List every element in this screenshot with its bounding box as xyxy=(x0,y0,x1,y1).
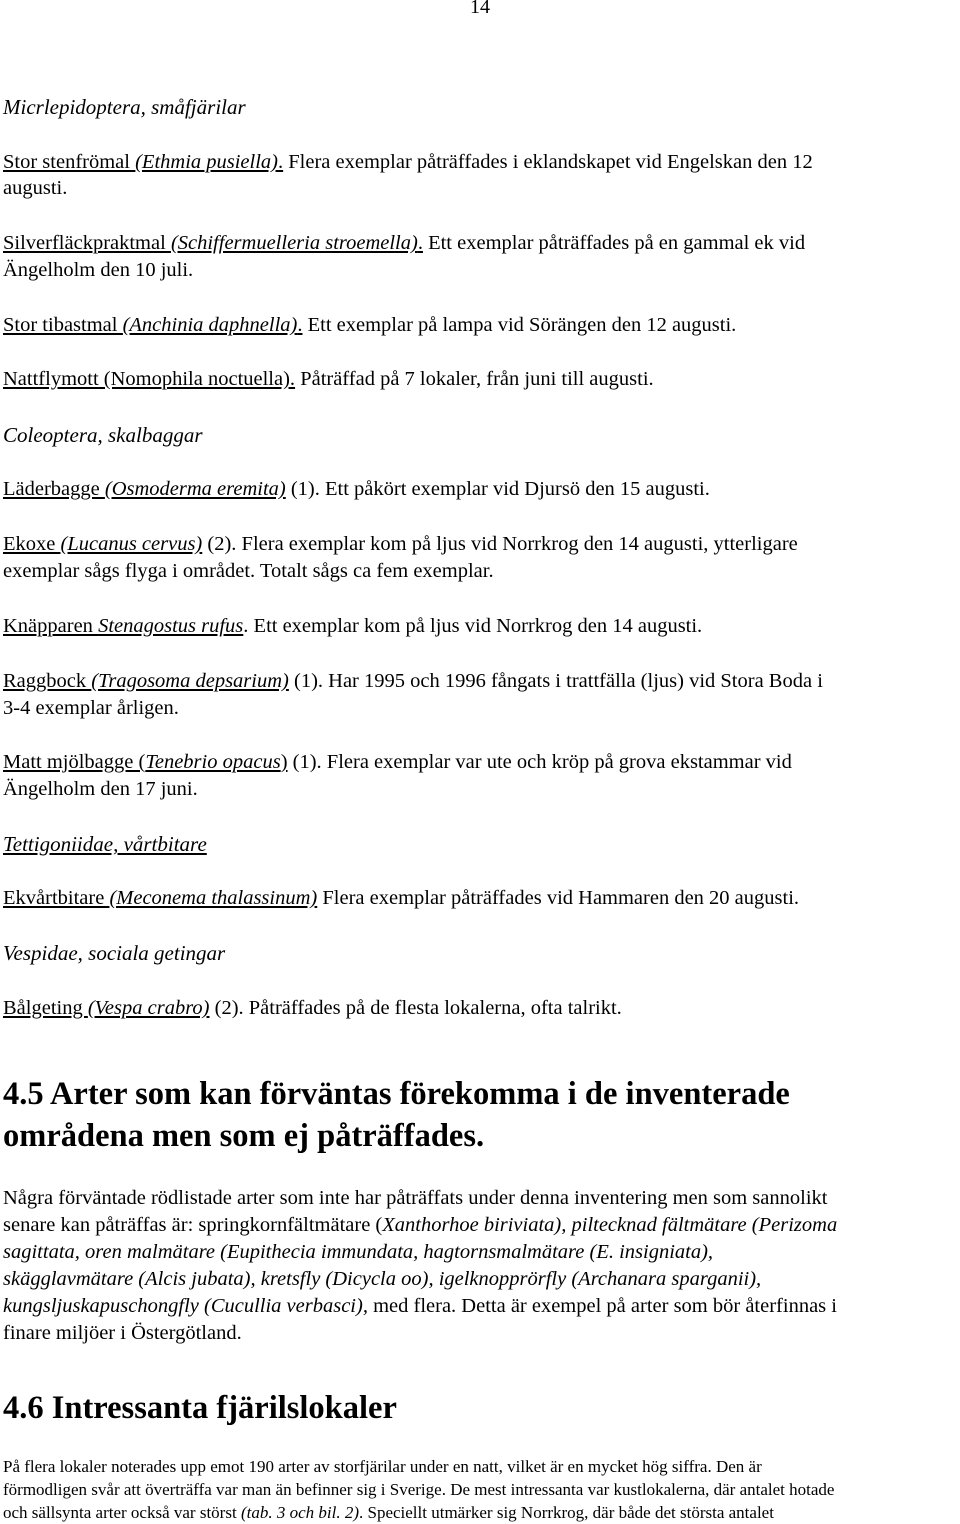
section-4-5-title-line2: områdena men som ej påträffades. xyxy=(3,1118,485,1154)
species-name: Matt mjölbagge (Tenebrio opacus) xyxy=(3,751,288,773)
species-name: Knäpparen Stenagostus rufus xyxy=(3,615,244,637)
entry-anchinia xyxy=(3,313,736,337)
entry-text: Har 1995 och 1996 fångats i trattfälla (ljus) vid Stora Boda i xyxy=(323,670,823,692)
para-4-5-line1: Några förväntade rödlistade arter som inte har påträffats under denna inventering men som sannolikt xyxy=(3,1187,828,1209)
entry-tenebrio-cont: Ängelholm den 17 juni. xyxy=(3,778,198,800)
species-name: Silverfläckpraktmal (Schiffermuelleria stroemella). xyxy=(3,232,423,254)
entry-schiffermuelleria xyxy=(3,231,805,255)
entry-text: Påträffad på 7 lokaler, från juni till augusti. xyxy=(295,368,654,390)
species-name: Bålgeting (Vespa crabro) xyxy=(3,997,210,1019)
section-heading-microlepidoptera: Micrlepidoptera, småfjärilar xyxy=(3,95,246,119)
species-name: Stor stenfrömal (Ethmia pusiella). xyxy=(3,151,284,173)
para-4-6-line2: förmodligen svår att överträffa var man än befinner sig i Sverige. De mest intressanta var kustlokalerna, där antalet hotade xyxy=(3,1480,835,1499)
entry-ethmia xyxy=(3,150,813,174)
entry-schiffermuelleria-cont: Ängelholm den 10 juli. xyxy=(3,259,194,281)
entry-ethmia-cont: augusti. xyxy=(3,177,68,199)
entry-lucanus-cont: exemplar sågs flyga i området. Totalt sågs ca fem exemplar. xyxy=(3,560,494,582)
entry-tragosoma: Raggbock (Tragosoma depsarium) (1). Har 1995 och 1996 fångats i trattfälla (ljus) vid Stora Boda i xyxy=(3,670,823,692)
species-name: Nattflymott (Nomophila noctuella). xyxy=(3,368,296,390)
entry-text: Flera exemplar kom på ljus vid Norrkrog den 14 augusti, ytterligare xyxy=(236,533,798,555)
entry-nomophila xyxy=(3,367,654,391)
section-4-5-title-line1: 4.5 Arter som kan förväntas förekomma i de inventerade xyxy=(3,1076,790,1112)
section-heading-coleoptera: Coleoptera, skalbaggar xyxy=(3,423,203,447)
species-name: Ekvårtbitare (Meconema thalassinum) xyxy=(3,887,318,909)
entry-text: Flera exemplar var ute och kröp på grova ekstammar vid xyxy=(321,751,792,773)
para-4-5-line4: skägglavmätare (Alcis jubata), kretsfly (Dicycla oo), igelknopprörfly (Archanara sparganii), xyxy=(3,1268,762,1290)
species-name: Ekoxe (Lucanus cervus) xyxy=(3,533,203,555)
species-name: Läderbagge (Osmoderma eremita) xyxy=(3,478,286,500)
para-4-5-line5: kungsljuskapuschongfly (Cucullia verbasci), med flera. Detta är exempel på arter som bör återfinnas i xyxy=(3,1295,837,1317)
entry-tenebrio: Matt mjölbagge (Tenebrio opacus) (1). Flera exemplar var ute och kröp på grova ekstammar vid xyxy=(3,751,792,773)
entry-text: Påträffades på de flesta lokalerna, ofta talrikt. xyxy=(243,997,622,1019)
entry-meconema xyxy=(3,886,799,910)
section-heading-vespidae: Vespidae, sociala getingar xyxy=(3,941,226,965)
para-4-5-line2: senare kan påträffas är: springkornfältmätare (Xanthorhoe biriviata), piltecknad fältmätare (Perizoma xyxy=(3,1214,838,1236)
para-4-5-line6: finare miljöer i Östergötland. xyxy=(3,1322,242,1344)
para-4-6-line1: På flera lokaler noterades upp emot 190 arter av storfjärilar under en natt, vilket är en mycket hög siffra. Den är xyxy=(3,1457,762,1476)
species-name: Raggbock (Tragosoma depsarium) xyxy=(3,670,289,692)
entry-vespa: Bålgeting (Vespa crabro) (2). Påträffades på de flesta lokalerna, ofta talrikt. xyxy=(3,997,622,1019)
page-number: 14 xyxy=(470,0,490,18)
entry-tragosoma-cont: 3-4 exemplar årligen. xyxy=(3,697,179,719)
entry-text: Ett exemplar kom på ljus vid Norrkrog den 14 augusti. xyxy=(248,615,703,637)
entry-text: Flera exemplar påträffades i eklandskapet vid Engelskan den 12 xyxy=(283,151,813,173)
species-name: Stor tibastmal (Anchinia daphnella). xyxy=(3,314,303,336)
entry-text: Ett påkört exemplar vid Djursö den 15 augusti. xyxy=(319,478,710,500)
entry-text: Ett exemplar på lampa vid Sörängen den 12 augusti. xyxy=(302,314,737,336)
para-4-6-line3: och sällsynta arter också var störst (tab. 3 och bil. 2). Speciellt utmärker sig Norrkrog, där både det största antalet xyxy=(3,1503,774,1522)
entry-osmoderma: Läderbagge (Osmoderma eremita) (1). Ett påkört exemplar vid Djursö den 15 augusti. xyxy=(3,478,710,500)
section-heading-tettigoniidae: Tettigoniidae, vårtbitare xyxy=(3,832,207,856)
entry-text: Flera exemplar påträffades vid Hammaren den 20 augusti. xyxy=(317,887,800,909)
entry-text: Ett exemplar påträffades på en gammal ek vid xyxy=(422,232,806,254)
entry-lucanus: Ekoxe (Lucanus cervus) (2). Flera exemplar kom på ljus vid Norrkrog den 14 augusti, ytterligare xyxy=(3,533,798,555)
section-4-6-title: 4.6 Intressanta fjärilslokaler xyxy=(3,1390,397,1426)
para-4-5-line3: sagittata, oren malmätare (Eupithecia immundata, hagtornsmalmätare (E. insigniata), xyxy=(3,1241,714,1263)
entry-stenagostus: Knäpparen Stenagostus rufus. Ett exemplar kom på ljus vid Norrkrog den 14 augusti. xyxy=(3,615,703,637)
